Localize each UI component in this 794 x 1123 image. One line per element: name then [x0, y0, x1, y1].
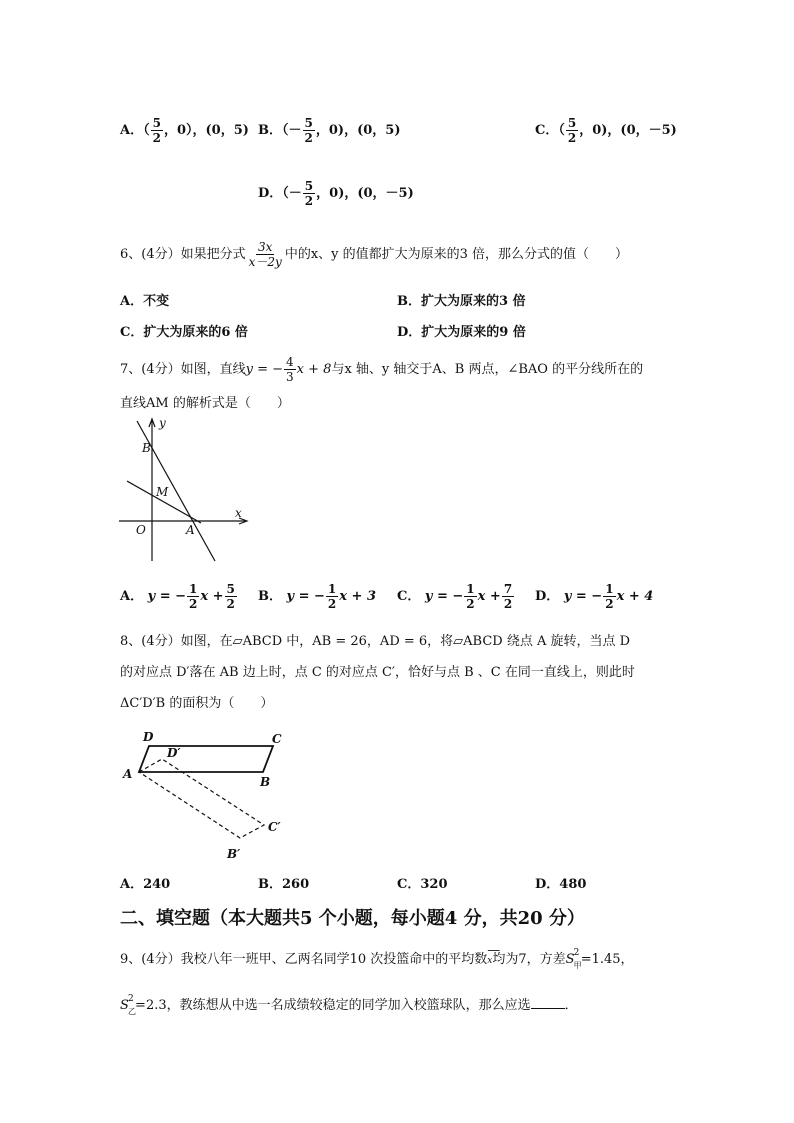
q8-stem-line2: 的对应点 D′落在 AB 边上时，点 C 的对应点 C′，恰好与点 B 、C 在同一直线上，则此时 [120, 665, 635, 680]
q7-c-frac2: $\frac{7}{2}$ [503, 582, 513, 611]
q9-stem-line1: 9、(4分）我校八年一班甲、乙两名同学10 次投篮命中的平均数 — x均为7，方差S 2 甲 =1.45， [120, 943, 634, 970]
q8-label-a: A [123, 767, 133, 781]
q8-stem-line3: ΔC′D′B 的面积为（ ） [120, 696, 274, 711]
q7-option-b: B． y = − $\frac{1}{2}$ x + 3 [258, 582, 377, 611]
q7-c-frac1: $\frac{1}{2}$ [466, 582, 475, 611]
q8-option-c: C．320 [397, 877, 448, 892]
q9-xbar: — x [487, 943, 501, 966]
q5-option-c: C．（ $\frac{5}{2}$ ，0)，(0，－5) [535, 116, 677, 145]
q7-stem-line2: 直线AM 的解析式是（ ） [120, 396, 290, 411]
q8-label-b: B [260, 775, 271, 789]
q7-eq-fraction: $\frac{4}{3}$ [286, 355, 294, 384]
q7-label-x: x [235, 506, 242, 520]
q5-a-fraction: $\frac{5}{2}$ [152, 116, 161, 145]
q8-option-b: B．260 [258, 877, 310, 892]
q8-label-c: C [272, 732, 282, 746]
q7-label-b: B [142, 441, 151, 455]
q7-figure [115, 413, 255, 565]
q6-option-c: C．扩大为原来的6 倍 [120, 325, 248, 340]
q7-label-a: A [186, 523, 195, 537]
q7-b-frac1: $\frac{1}{2}$ [327, 582, 337, 611]
q6-option-b: B．扩大为原来的3 倍 [397, 294, 526, 309]
q7-option-c: C． y = − $\frac{1}{2}$ x + $\frac{7}{2}$ [397, 582, 513, 611]
q8-rotated-parallelogram [139, 759, 264, 838]
q8-label-bprime: B′ [227, 847, 241, 861]
q7-option-a: A． y = − $\frac{1}{2}$ x + $\frac{5}{2}$ [120, 582, 235, 611]
q7-d-frac1: $\frac{1}{2}$ [605, 582, 614, 611]
q6-option-a: A．不变 [120, 294, 170, 309]
q8-parallelogram-abcd [139, 746, 273, 772]
q8-label-cprime: C′ [268, 820, 281, 834]
q9-stem-line2: S 2 乙 =2.3，教练想从中选一名成绩较稳定的同学加入校篮球队，那么应选 ． [120, 994, 578, 1016]
q8-stem-line1: 8、(4分）如图，在▱ABCD 中，AB = 26，AD = 6，将▱ABCD 绕点 A 旋转，当点 D [120, 634, 631, 649]
q8-label-dprime: D′ [167, 746, 181, 760]
q5-b-fraction: $\frac{5}{2}$ [304, 116, 313, 145]
q8-figure [115, 727, 305, 867]
q9-s-jia: S 2 甲 [565, 948, 582, 970]
q7-a-frac1: $\frac{1}{2}$ [189, 582, 198, 611]
q5-option-d: D．（－ $\frac{5}{2}$ ，0)，(0，－5) [258, 179, 414, 208]
q9-answer-blank[interactable] [531, 994, 565, 1009]
q5-c-fraction: $\frac{5}{2}$ [567, 116, 577, 145]
q7-label-y: y [159, 416, 166, 430]
q9-s-yi: S 2 乙 [120, 994, 136, 1016]
q8-label-d: D [143, 730, 154, 744]
q7-option-d: D． y = − $\frac{1}{2}$ x + 4 [535, 582, 654, 611]
q7-label-m: M [156, 485, 169, 499]
q8-option-a: A．240 [120, 877, 171, 892]
q7-a-frac2: $\frac{5}{2}$ [226, 582, 235, 611]
section-heading-fill-in: 二、填空题（本大题共5 个小题，每小题4 分，共20 分） [120, 908, 585, 929]
q6-option-d: D．扩大为原来的9 倍 [397, 325, 526, 340]
q8-option-d: D．480 [535, 877, 587, 892]
q5-option-b: B．（－ $\frac{5}{2}$ ，0)，(0，5) [258, 116, 401, 145]
q5-d-fraction: $\frac{5}{2}$ [304, 179, 314, 208]
q7-stem-line1: 7、(4分）如图，直线y = − $\frac{4}{3}$ x + 8与x 轴、y 轴交于A、B 两点，∠BAO 的平分线所在的 [120, 355, 644, 384]
q6-fraction: $\frac{3x}{x-2y}$ [248, 240, 282, 269]
q6-stem: 6、(4分）如果把分式 $\frac{3x}{x-2y}$ 中的x、y 的值都扩大为原来的3 倍，那么分式的值（ ） [120, 240, 629, 269]
q7-label-o: O [136, 523, 146, 537]
q5-option-a: A．（ $\frac{5}{2}$ ，0），(0，5) [120, 116, 249, 145]
